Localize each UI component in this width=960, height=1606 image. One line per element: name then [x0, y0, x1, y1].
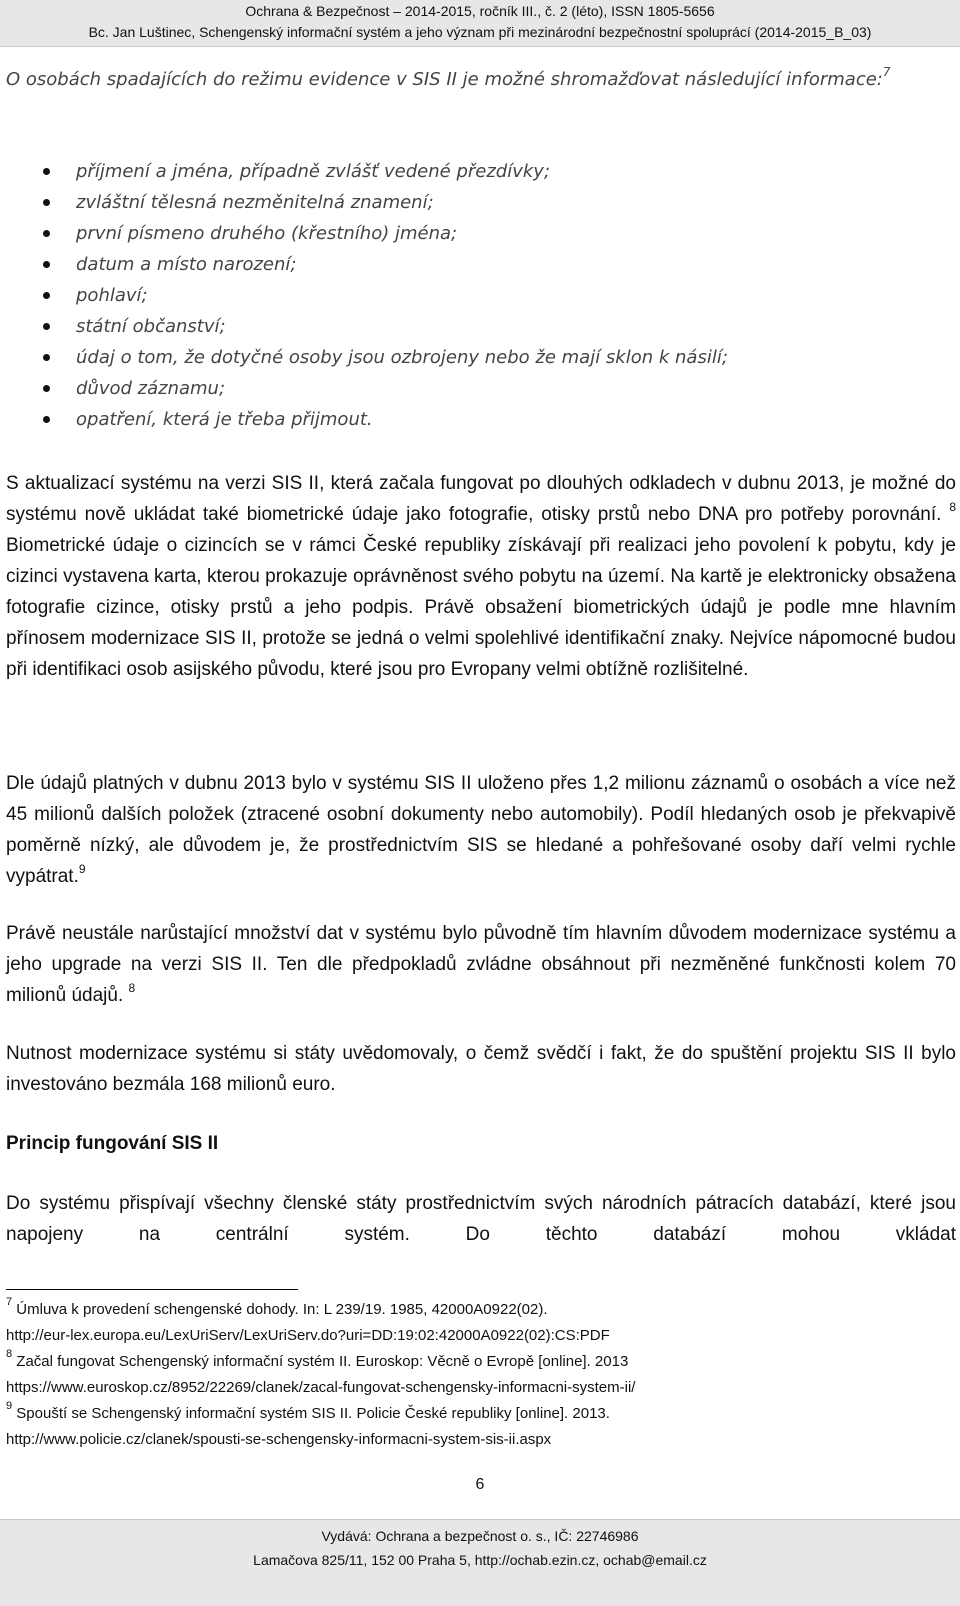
footnote-ref: 9 — [78, 861, 86, 876]
paragraph-statistics: Dle údajů platných v dubnu 2013 bylo v systému SIS II uloženo přes 1,2 milionu záznamů o osobách a více než 45 milionů dalších položek (ztracené osobní dokumenty nebo automobily). Podíl hledaných osob je překvapivě poměrně nízký, ale důvodem je, že prostřednictvím SIS se hledané a pohřešované osoby daří velmi rychle vypátrat.$^9$ — [6, 773, 956, 887]
bullet-icon — [43, 199, 50, 206]
list-item: státní občanství; — [6, 311, 956, 342]
footnote-9: $^9$ Spouští se Schengenský informační systém SIS II. Policie České republiky [online]. 2013. — [6, 1400, 610, 1422]
footnotes — [6, 1297, 956, 1453]
list-item: důvod záznamu; — [6, 373, 956, 404]
list-item: pohlaví; — [6, 280, 956, 311]
journal-title: Ochrana & Bezpečnost – 2014-2015, ročník III., č. 2 (léto), ISSN 1805-5656 — [245, 3, 715, 19]
footnote-8: $^8$ Začal fungovat Schengenský informační systém II. Euroskop: Věcně o Evropě [online]. 2013 — [6, 1348, 629, 1370]
footnote-ref: 8 — [128, 980, 136, 995]
contact-line: Lamačova 825/11, 152 00 Praha 5, http://ochab.ezin.cz, ochab@email.cz — [253, 1552, 707, 1568]
bullet-icon — [43, 354, 50, 361]
footnote-9-url[interactable]: http://www.policie.cz/clanek/spousti-se-schengensky-informacni-system-sis-ii.aspx — [6, 1431, 552, 1448]
list-item: datum a místo narození; — [6, 249, 956, 280]
info-list — [6, 156, 956, 435]
bullet-icon — [43, 292, 50, 299]
page-header — [0, 0, 960, 47]
list-item: zvláštní tělesná nezměnitelná znamení; — [6, 187, 956, 218]
footnote-7-url[interactable]: http://eur-lex.europa.eu/LexUriServ/LexUriServ.do?uri=DD:19:02:42000A0922(02):CS:PDF — [6, 1327, 610, 1344]
intro-paragraph — [6, 64, 956, 95]
bullet-icon — [43, 416, 50, 423]
footnote-ref: 7 — [882, 65, 891, 79]
paragraph-principle: Do systému přispívají všechny členské státy prostřednictvím svých národních pátracích databází, které jsou napojeny na centrální systém. Do těchto databází mohou vkládat — [6, 1193, 956, 1245]
bullet-icon — [43, 168, 50, 175]
footnote-ref: 8 — [949, 499, 956, 514]
article-citation: Bc. Jan Luštinec, Schengenský informační systém a jeho význam při mezinárodní bezpečnostní spoluprácí (2014-2015_B_03) — [88, 24, 872, 40]
intro-block — [6, 64, 956, 95]
footnote-7: $^7$ Úmluva k provedení schengenské dohody. In: L 239/19. 1985, 42000A0922(02). — [6, 1296, 548, 1318]
publisher-line: Vydává: Ochrana a bezpečnost o. s., IČ: 22746986 — [321, 1528, 639, 1544]
page-number: 6 — [475, 1476, 485, 1493]
paragraph-biometrics: S aktualizací systému na verzi SIS II, která začala fungovat po dlouhých odkladech v dubnu 2013, je možné do systému nově ukládat také biometrické údaje jako fotografie, otisky prstů nebo DNA pro potřeby porovnání. $^8$ Biometrické údaje o cizincích se v rámci České republiky získávají při realizaci jeho povolení k pobytu, kdy je cizinci vystavena karta, kterou prokazuje oprávněnost svého pobytu na území. Na kartě je elektronicky obsažena fotografie cizince, otisky prstů a jeho podpis. Právě obsažení biometrických údajů je podle mne hlavním přínosem modernizace SIS II, protože se jedná o velmi spolehlivé identifikační znaky. Nejvíce nápomocné budou při identifikaci osob asijského původu, které jsou pro Evropany velmi obtížně rozlišitelné. — [6, 473, 956, 680]
bullet-icon — [43, 261, 50, 268]
list-item: údaj o tom, že dotyčné osoby jsou ozbrojeny nebo že mají sklon k násilí; — [6, 342, 956, 373]
paragraph-investment: Nutnost modernizace systému si státy uvědomovaly, o čemž svědčí i fakt, že do spuštění projektu SIS II bylo investováno bezmála 168 milionů euro. — [6, 1043, 956, 1095]
bullet-icon — [43, 385, 50, 392]
bullet-icon — [43, 323, 50, 330]
footnote-8-url[interactable]: https://www.euroskop.cz/8952/22269/clanek/zacal-fungovat-schengensky-informacni-system-ii/ — [6, 1379, 636, 1396]
intro-text: O osobách spadajících do režimu evidence v SIS II je možné shromažďovat následující informace: — [6, 69, 883, 90]
bullet-icon — [43, 230, 50, 237]
list-item: první písmeno druhého (křestního) jména; — [6, 218, 956, 249]
footnote-divider — [6, 1289, 298, 1290]
paragraph-upgrade: Právě neustále narůstající množství dat v systému bylo původně tím hlavním důvodem modernizace systému a jeho upgrade na verzi SIS II. Ten dle předpokladů zvládne obsáhnout při nezměněné funkčnosti kolem 70 milionů údajů. $^8$ — [6, 923, 956, 1006]
list-item: opatření, která je třeba přijmout. — [6, 404, 956, 435]
page-footer — [0, 1519, 960, 1606]
section-heading: Princip fungování SIS II — [6, 1133, 219, 1154]
list-item: příjmení a jména, případně zvlášť vedené přezdívky; — [6, 156, 956, 187]
